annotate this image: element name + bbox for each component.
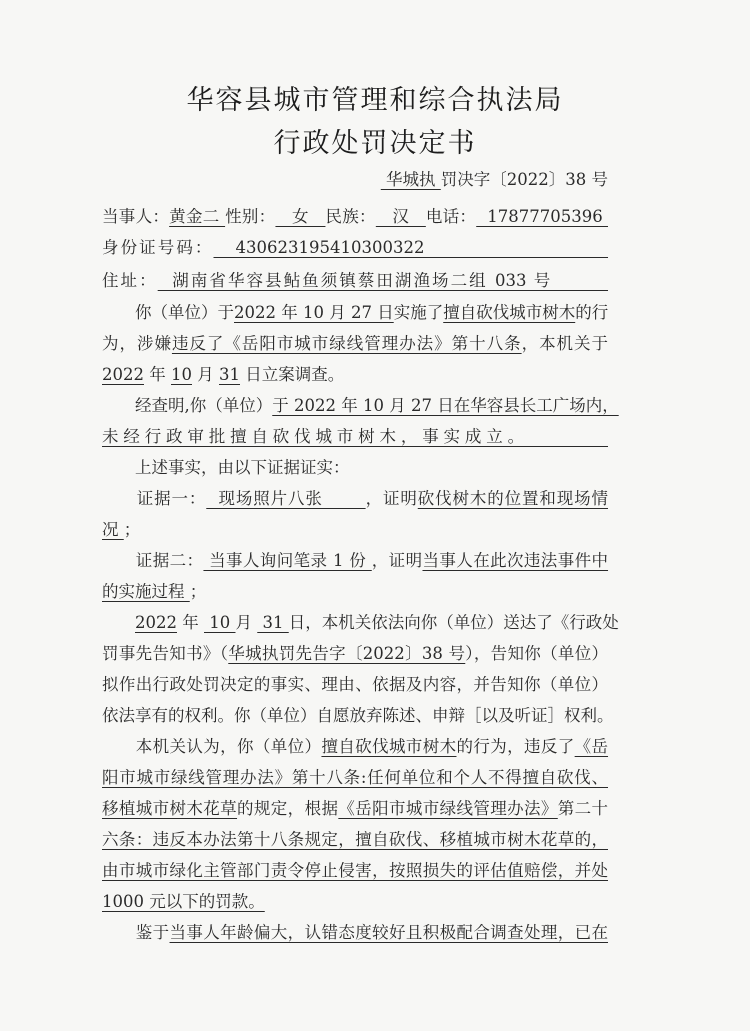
filled-field-text: 移植城市树木花草	[102, 799, 238, 818]
filled-field-text: 阳市城市绿线管理办法》第十八条:任何单位和个人不得擅自砍伐、	[102, 768, 608, 787]
body-text: 的规定，根据	[237, 799, 339, 818]
filled-field-text: 当事人年龄偏大，认错态度较好且积极配合调查处理，已在	[169, 923, 609, 942]
document-line	[102, 550, 608, 572]
document-line	[102, 891, 608, 913]
body-text: 年	[177, 613, 204, 632]
body-text: 依法享有的权利。你（单位）自愿放弃陈述、申辩［以及听证］权利。	[102, 706, 614, 725]
body-text: 罚决字〔2022〕38 号	[440, 170, 608, 189]
document-line	[102, 767, 608, 789]
document-title: 华容县城市管理和综合执法局	[186, 85, 564, 116]
body-text: 住址：	[102, 271, 158, 290]
body-text: 为，涉嫌	[102, 334, 172, 353]
document-line	[102, 426, 608, 448]
filled-field-text: 由市城市绿化主管部门责令停止侵害，按照损失的评估值赔偿，并处	[102, 861, 608, 880]
filled-field-text: 10	[171, 365, 192, 384]
body-text: 上述事实，由以下证据证实：	[102, 458, 350, 477]
document-line	[102, 364, 608, 386]
filled-field-text: 的实施过程	[102, 582, 190, 601]
document-line	[102, 206, 608, 228]
body-text: 实施了	[393, 303, 444, 322]
body-text: 民族：	[325, 207, 376, 226]
filled-field-text: 430623195410300322	[213, 238, 609, 257]
filled-field-text: 31	[257, 613, 289, 632]
body-text: 月	[235, 613, 258, 632]
body-text: 日立案调查。	[240, 365, 345, 384]
document-line	[102, 302, 608, 324]
filled-field-text: 当事人在此次违法事件中	[422, 551, 609, 570]
document-line	[102, 736, 608, 758]
body-text: ），告知你（单位）	[465, 644, 609, 663]
body-text: 月	[192, 365, 219, 384]
filled-field-text: 擅自砍伐城市树木	[321, 737, 457, 756]
body-text: 拟作出行政处罚决定的事实、理由、依据及内容，并告知你（单位）	[102, 675, 608, 694]
body-text: ，本机关于	[521, 334, 609, 353]
filled-field-text: 2022 年 10 月 27 日	[234, 303, 394, 322]
document-subtitle: 行政处罚决定书	[273, 128, 477, 159]
body-text: ；	[123, 520, 141, 539]
document-line	[102, 798, 608, 820]
filled-field-text: 六条：违反本办法第十八条规定，擅自砍伐、移植城市树木花草的，	[102, 830, 608, 849]
body-text: 证据二：	[102, 551, 204, 570]
body-text: 日，本机关依法向你（单位）送达了《行政处	[288, 613, 619, 632]
body-text: 罚事先告知书》（	[102, 644, 229, 663]
document-line	[102, 488, 608, 510]
document-line	[102, 860, 608, 882]
body-text: 身份证号码：	[102, 238, 214, 257]
document-line	[102, 581, 608, 603]
document-line	[102, 457, 608, 479]
filled-field-text: 湖南省华容县鲇鱼须镇蔡田湖渔场二组 033 号	[157, 271, 609, 290]
filled-field-text: 华城执	[380, 170, 441, 189]
filled-field-text: 31	[219, 365, 240, 384]
document-line	[102, 643, 608, 665]
filled-field-text: 现场照片八张	[206, 489, 366, 508]
document-line	[102, 612, 619, 634]
body-text: ；	[189, 582, 207, 601]
body-text: 本机关认为，你（单位）	[102, 737, 322, 756]
filled-field-text: 《岳	[574, 737, 609, 756]
document-line	[102, 674, 608, 696]
body-text: 的行	[575, 303, 609, 322]
document-line	[102, 705, 614, 727]
filled-field-text: 当事人询问笔录 1 份	[203, 551, 372, 570]
filled-field-text: 擅自砍伐城市树木	[443, 303, 576, 322]
body-text: 当事人：	[102, 207, 170, 226]
body-text: 证据一：	[102, 489, 207, 508]
filled-field-text: 10	[204, 613, 236, 632]
body-text: ，证明	[371, 551, 423, 570]
document-line	[102, 237, 608, 259]
body-text	[102, 613, 135, 632]
body-text: 的行为，违反了	[456, 737, 575, 756]
filled-field-text: 况	[102, 520, 124, 539]
body-text: 经查明,你（单位）	[102, 396, 273, 415]
body-text: ，证明	[365, 489, 418, 508]
body-text: 电话：	[425, 207, 477, 226]
document-line	[102, 829, 608, 851]
body-text: 第二十	[557, 799, 609, 818]
document-number	[380, 166, 608, 190]
filled-field-text: 于 2022 年 10 月 27 日在华容县长工广场内，	[272, 396, 619, 415]
document-line	[102, 333, 608, 355]
filled-field-text: 1000 元以下的罚款。	[102, 892, 265, 911]
filled-field-text: 17877705396	[476, 207, 608, 226]
filled-field-text: 2022	[102, 365, 144, 384]
filled-field-text: 未经行政审批擅自砍伐城市树木，事实成立。	[102, 427, 608, 446]
filled-field-text: 2022	[135, 613, 177, 632]
body-text: 年	[144, 365, 171, 384]
filled-field-text: 违反了《岳阳市城市绿线管理办法》第十八条	[171, 334, 522, 353]
body-text: 鉴于	[102, 923, 170, 942]
filled-field-text: 《岳阳市城市绿线管理办法》	[338, 799, 558, 818]
filled-field-text: 黄金二	[169, 207, 226, 226]
document-line	[102, 395, 619, 417]
body-text: 你（单位）于	[102, 303, 234, 322]
document-line	[102, 270, 608, 292]
filled-field-text: 砍伐树木的位置和现场情	[417, 489, 609, 508]
filled-field-text: 女	[275, 207, 326, 226]
body-text: 性别：	[225, 207, 276, 226]
document-line	[102, 519, 608, 541]
filled-field-text: 汉	[375, 207, 426, 226]
document-line	[102, 922, 608, 944]
filled-field-text: 华城执罚先告字〔2022〕38 号	[228, 644, 466, 663]
